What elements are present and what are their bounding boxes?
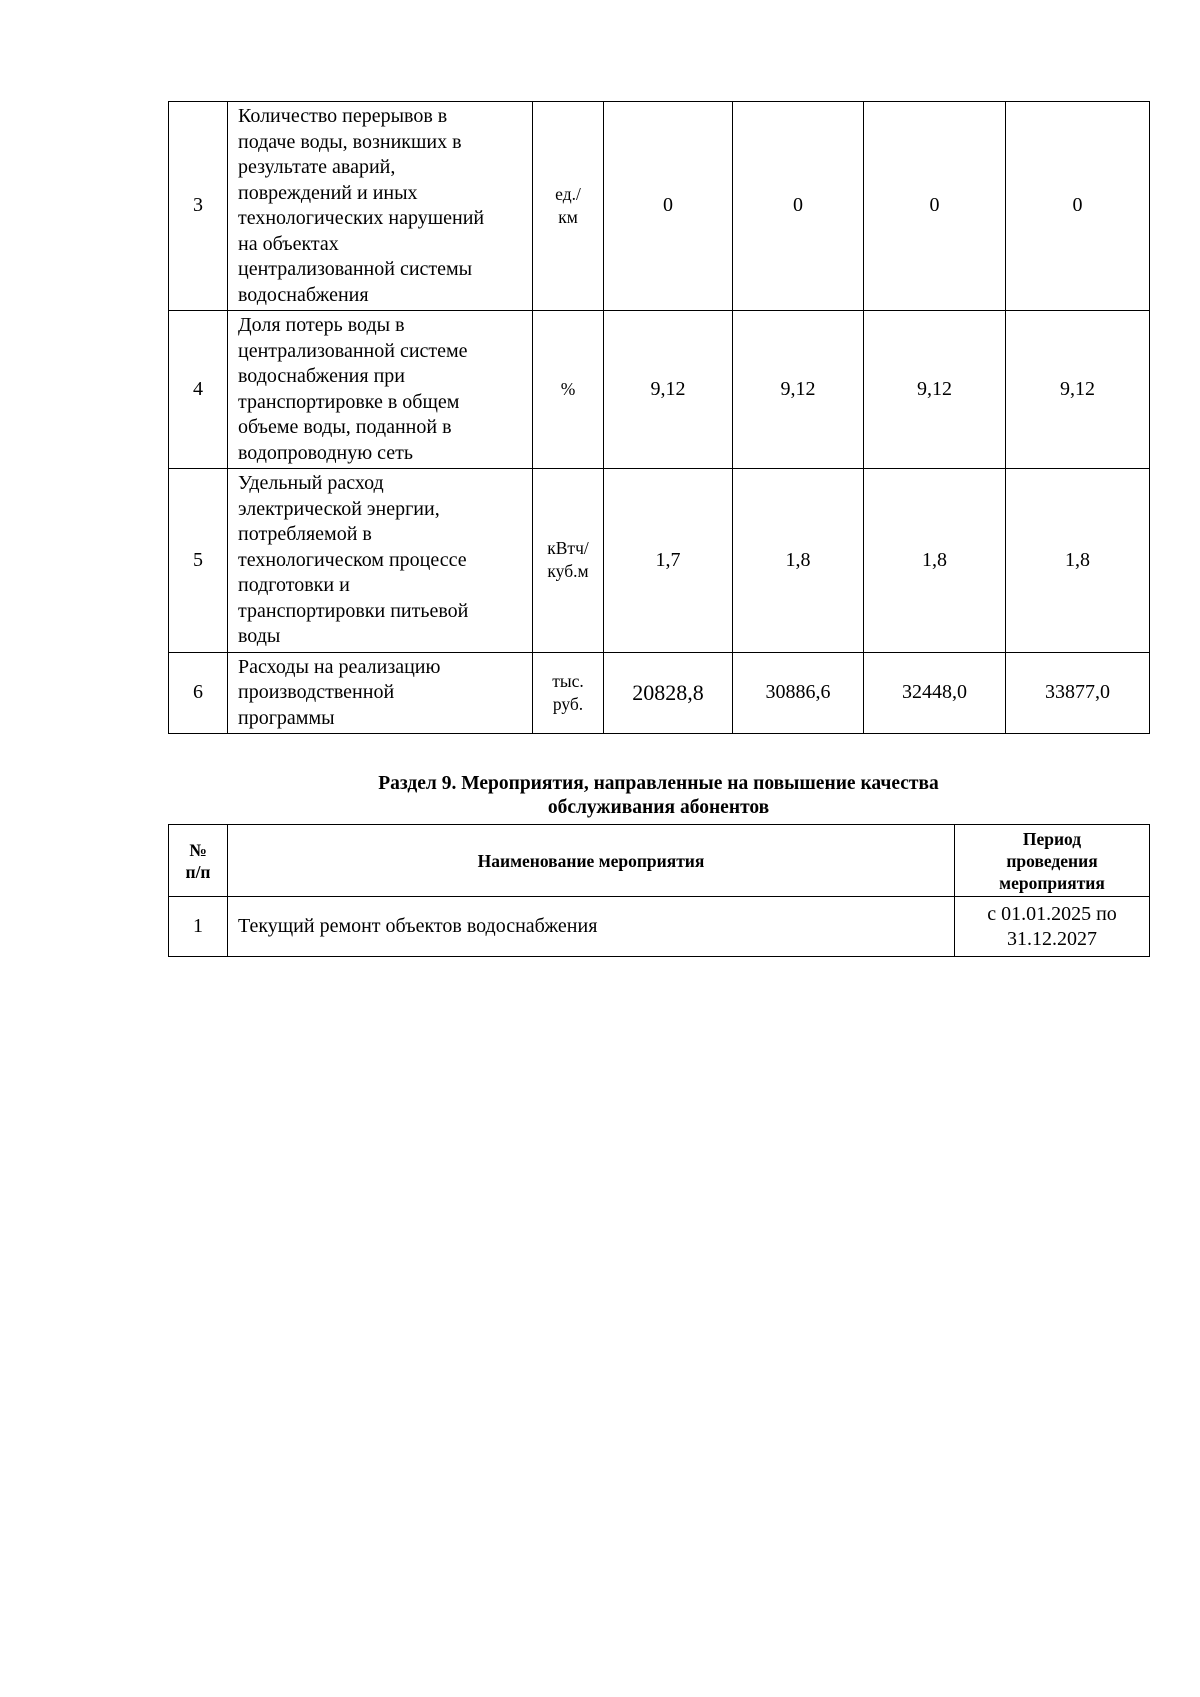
value-cell: 32448,0: [864, 652, 1006, 734]
unit-cell: %: [533, 311, 604, 469]
table-row: [169, 102, 1150, 311]
row-number: 4: [169, 311, 228, 469]
section-title-line: обслуживания абонентов: [547, 797, 770, 818]
value-cell: 20828,8: [604, 652, 733, 734]
section-9-title: [168, 772, 1149, 820]
value-cell: 30886,6: [733, 652, 864, 734]
value-cell: 1,8: [1006, 469, 1150, 653]
indicator-name: Количество перерывов в подаче воды, возникших в результате аварий, повреждений и иных технологических нарушений на объектах централизованной системы водоснабжения: [228, 102, 533, 311]
value-cell: 9,12: [1006, 311, 1150, 469]
value-cell: 1,8: [864, 469, 1006, 653]
row-number: 1: [169, 897, 228, 957]
row-number: 6: [169, 652, 228, 734]
event-name: Текущий ремонт объектов водоснабжения: [228, 897, 955, 957]
row-number: 3: [169, 102, 228, 311]
row-number: 5: [169, 469, 228, 653]
event-period: с 01.01.2025 по 31.12.2027: [955, 897, 1150, 957]
header-period: Период проведения мероприятия: [955, 825, 1150, 897]
value-cell: 1,7: [604, 469, 733, 653]
value-cell: 9,12: [864, 311, 1006, 469]
indicator-name: Расходы на реализацию производственной программы: [228, 652, 533, 734]
table-header-row: [169, 825, 1150, 897]
value-cell: 33877,0: [1006, 652, 1150, 734]
section-title-line: Раздел 9. Мероприятия, направленные на повышение качества: [378, 773, 939, 794]
events-table: [168, 824, 1150, 957]
value-cell: 9,12: [604, 311, 733, 469]
value-cell: 9,12: [733, 311, 864, 469]
table-row: [169, 652, 1150, 734]
value-cell: 0: [864, 102, 1006, 311]
table-row: [169, 311, 1150, 469]
unit-cell: тыс. руб.: [533, 652, 604, 734]
table-row: [169, 469, 1150, 653]
value-cell: 0: [604, 102, 733, 311]
value-cell: 0: [733, 102, 864, 311]
indicator-name: Удельный расход электрической энергии, потребляемой в технологическом процессе подготовки и транспортировки питьевой воды: [228, 469, 533, 653]
table-row: [169, 897, 1150, 957]
header-event-name: Наименование мероприятия: [228, 825, 955, 897]
header-num: № п/п: [169, 825, 228, 897]
unit-cell: кВтч/ куб.м: [533, 469, 604, 653]
value-cell: 0: [1006, 102, 1150, 311]
indicators-table: [168, 101, 1150, 734]
unit-cell: ед./ км: [533, 102, 604, 311]
value-cell: 1,8: [733, 469, 864, 653]
indicator-name: Доля потерь воды в централизованной системе водоснабжения при транспортировке в общем объеме воды, поданной в водопроводную сеть: [228, 311, 533, 469]
